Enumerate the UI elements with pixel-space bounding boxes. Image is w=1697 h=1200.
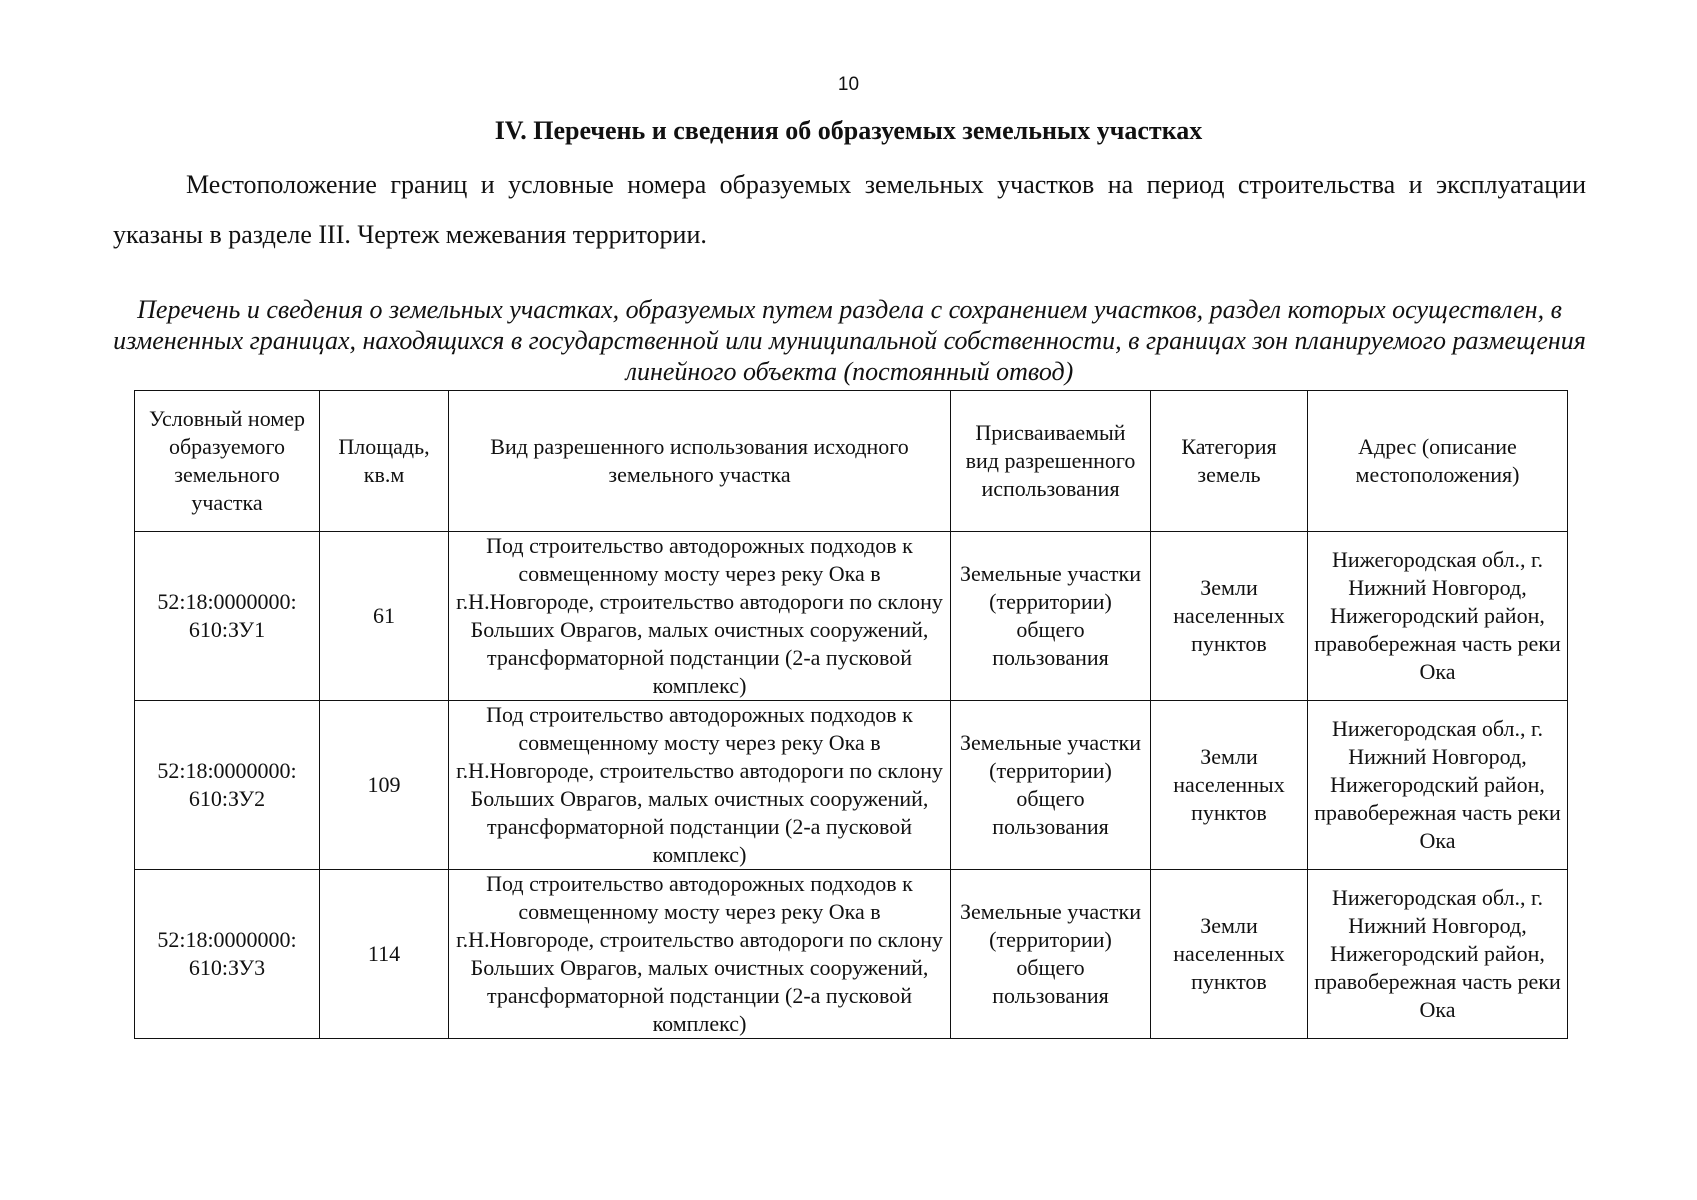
cell-assigned-use: Земельные участки (территории) общего пользования [951, 532, 1151, 701]
header-address: Адрес (описание местоположения) [1308, 391, 1568, 532]
cell-original-use: Под строительство автодорожных подходов к совмещенному мосту через реку Ока в г.Н.Новгороде, строительство автодороги по склону Больших Оврагов, малых очистных сооружений, трансформаторной подстанции (2-а пусковой комплекс) [449, 532, 951, 701]
cell-plot-number: 52:18:0000000: 610:ЗУ2 [135, 701, 320, 870]
cell-plot-number: 52:18:0000000: 610:ЗУ3 [135, 870, 320, 1039]
cell-land-category: Земли населенных пунктов [1151, 701, 1308, 870]
page-number: 10 [837, 74, 860, 95]
cell-assigned-use: Земельные участки (территории) общего пользования [951, 701, 1151, 870]
header-area: Площадь, кв.м [320, 391, 449, 532]
cell-address: Нижегородская обл., г. Нижний Новгород, Нижегородский район, правобережная часть реки Ока [1308, 870, 1568, 1039]
cell-plot-number: 52:18:0000000: 610:ЗУ1 [135, 532, 320, 701]
land-plots-table [134, 390, 1568, 1039]
cell-address: Нижегородская обл., г. Нижний Новгород, Нижегородский район, правобережная часть реки Ока [1308, 701, 1568, 870]
table-header-row [135, 391, 1568, 532]
section-title: IV. Перечень и сведения об образуемых земельных участках [494, 116, 1203, 145]
header-assigned-use: Присваиваемый вид разрешенного использования [951, 391, 1151, 532]
table-row [135, 701, 1568, 870]
table-caption: Перечень и сведения о земельных участках, образуемых путем раздела с сохранением участков, раздел которых осуществлен, в измененных границах, находящихся в государственной или муниципальной собственности, в границах зон планируемого размещения линейного объекта (постоянный отвод) [113, 295, 1586, 386]
header-original-use: Вид разрешенного использования исходного земельного участка [449, 391, 951, 532]
cell-land-category: Земли населенных пунктов [1151, 532, 1308, 701]
cell-area: 109 [320, 701, 449, 870]
table-row [135, 870, 1568, 1039]
header-plot-number: Условный номер образуемого земельного участка [135, 391, 320, 532]
cell-original-use: Под строительство автодорожных подходов к совмещенному мосту через реку Ока в г.Н.Новгороде, строительство автодороги по склону Больших Оврагов, малых очистных сооружений, трансформаторной подстанции (2-а пусковой комплекс) [449, 701, 951, 870]
cell-land-category: Земли населенных пунктов [1151, 870, 1308, 1039]
intro-paragraph: Местоположение границ и условные номера образуемых земельных участков на период строительства и эксплуатации указаны в разделе III. Чертеж межевания территории. [113, 170, 1586, 249]
table-row [135, 532, 1568, 701]
cell-address: Нижегородская обл., г. Нижний Новгород, Нижегородский район, правобережная часть реки Ока [1308, 532, 1568, 701]
cell-area: 61 [320, 532, 449, 701]
cell-area: 114 [320, 870, 449, 1039]
cell-assigned-use: Земельные участки (территории) общего пользования [951, 870, 1151, 1039]
header-land-category: Категория земель [1151, 391, 1308, 532]
cell-original-use: Под строительство автодорожных подходов к совмещенному мосту через реку Ока в г.Н.Новгороде, строительство автодороги по склону Больших Оврагов, малых очистных сооружений, трансформаторной подстанции (2-а пусковой комплекс) [449, 870, 951, 1039]
